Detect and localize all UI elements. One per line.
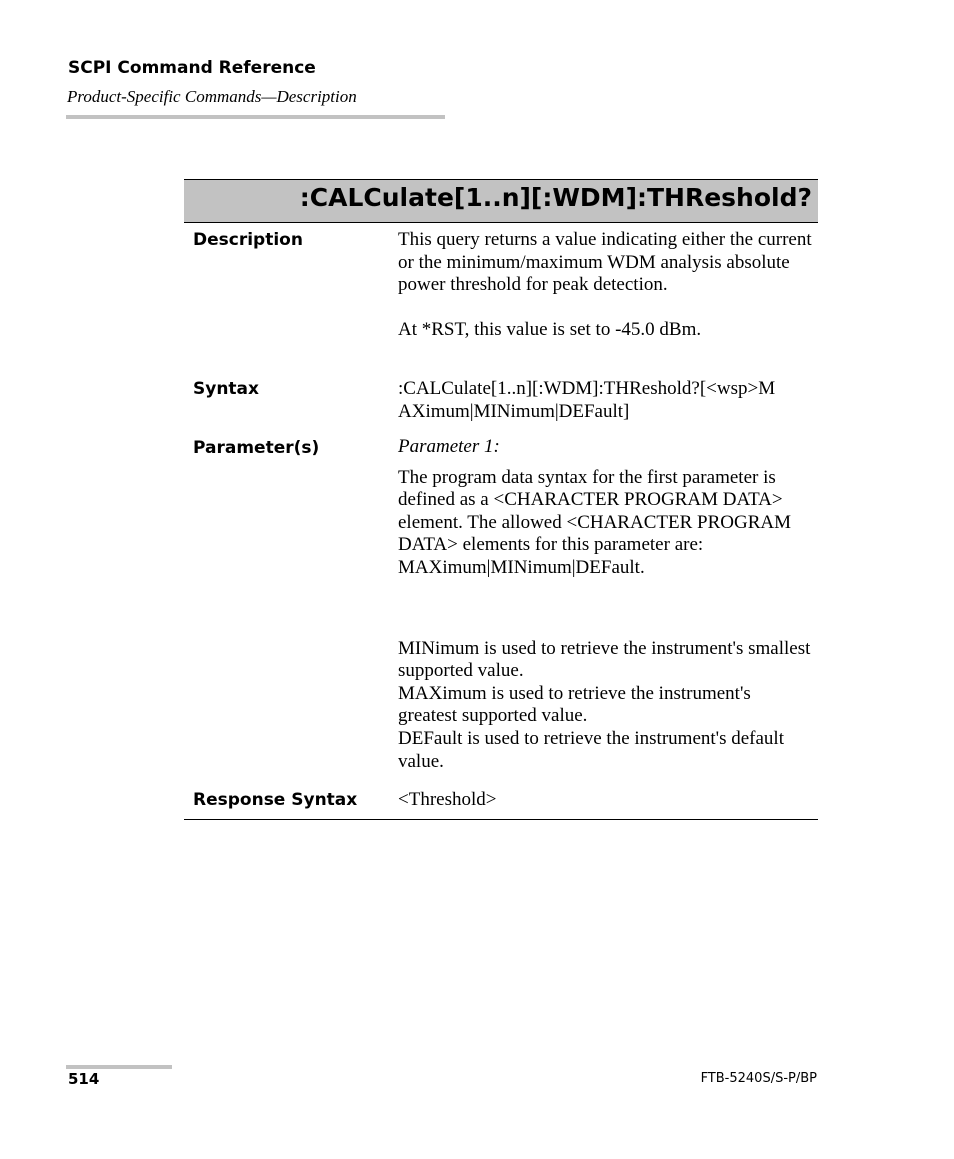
page-number: 514: [68, 1070, 100, 1088]
syntax-label: Syntax: [193, 379, 259, 399]
section-subtitle: Product-Specific Commands—Description: [67, 87, 357, 106]
section-title: SCPI Command Reference: [68, 58, 316, 78]
syntax-line-2: AXimum|MINimum|DEFault]: [398, 400, 630, 422]
parameters-label: Parameter(s): [193, 438, 320, 458]
response-syntax-body: [398, 789, 814, 812]
parameter-definition: The program data syntax for the first parameter is defined as a <CHARACTER PROGRAM DATA> element. The allowed <CHARACTER PROGRAM DATA> elements for this parameter are: MAXimum|MINimum|DEFault.: [398, 466, 791, 578]
table-bottom-rule: [184, 819, 818, 820]
response-syntax-value: <Threshold>: [398, 789, 497, 810]
syntax-line-1: :CALCulate[1..n][:WDM]:THReshold?[<wsp>M: [398, 378, 776, 399]
parameter-title: Parameter 1:: [398, 436, 500, 457]
product-id: FTB-5240S/S-P/BP: [700, 1071, 817, 1086]
parameter-minimum: MINimum is used to retrieve the instrument's smallest supported value.: [398, 637, 811, 682]
command-title: :CALCulate[1..n][:WDM]:THReshold?: [299, 183, 812, 212]
header-rule: [66, 115, 445, 119]
parameters-body: [398, 436, 814, 773]
response-syntax-label: Response Syntax: [193, 790, 358, 810]
rst-text: At *RST, this value is set to -45.0 dBm.: [398, 318, 702, 340]
parameter-default: DEFault is used to retrieve the instrument's default value.: [398, 727, 784, 772]
footer-rule: [66, 1065, 172, 1069]
description-text: This query returns a value indicating either the current or the minimum/maximum WDM analysis absolute power threshold for peak detection.: [398, 229, 812, 296]
syntax-body: [398, 378, 814, 423]
description-body: [398, 229, 814, 341]
command-title-bar: [184, 179, 818, 223]
description-label: Description: [193, 230, 303, 250]
parameter-maximum: MAXimum is used to retrieve the instrument's greatest supported value.: [398, 682, 751, 727]
